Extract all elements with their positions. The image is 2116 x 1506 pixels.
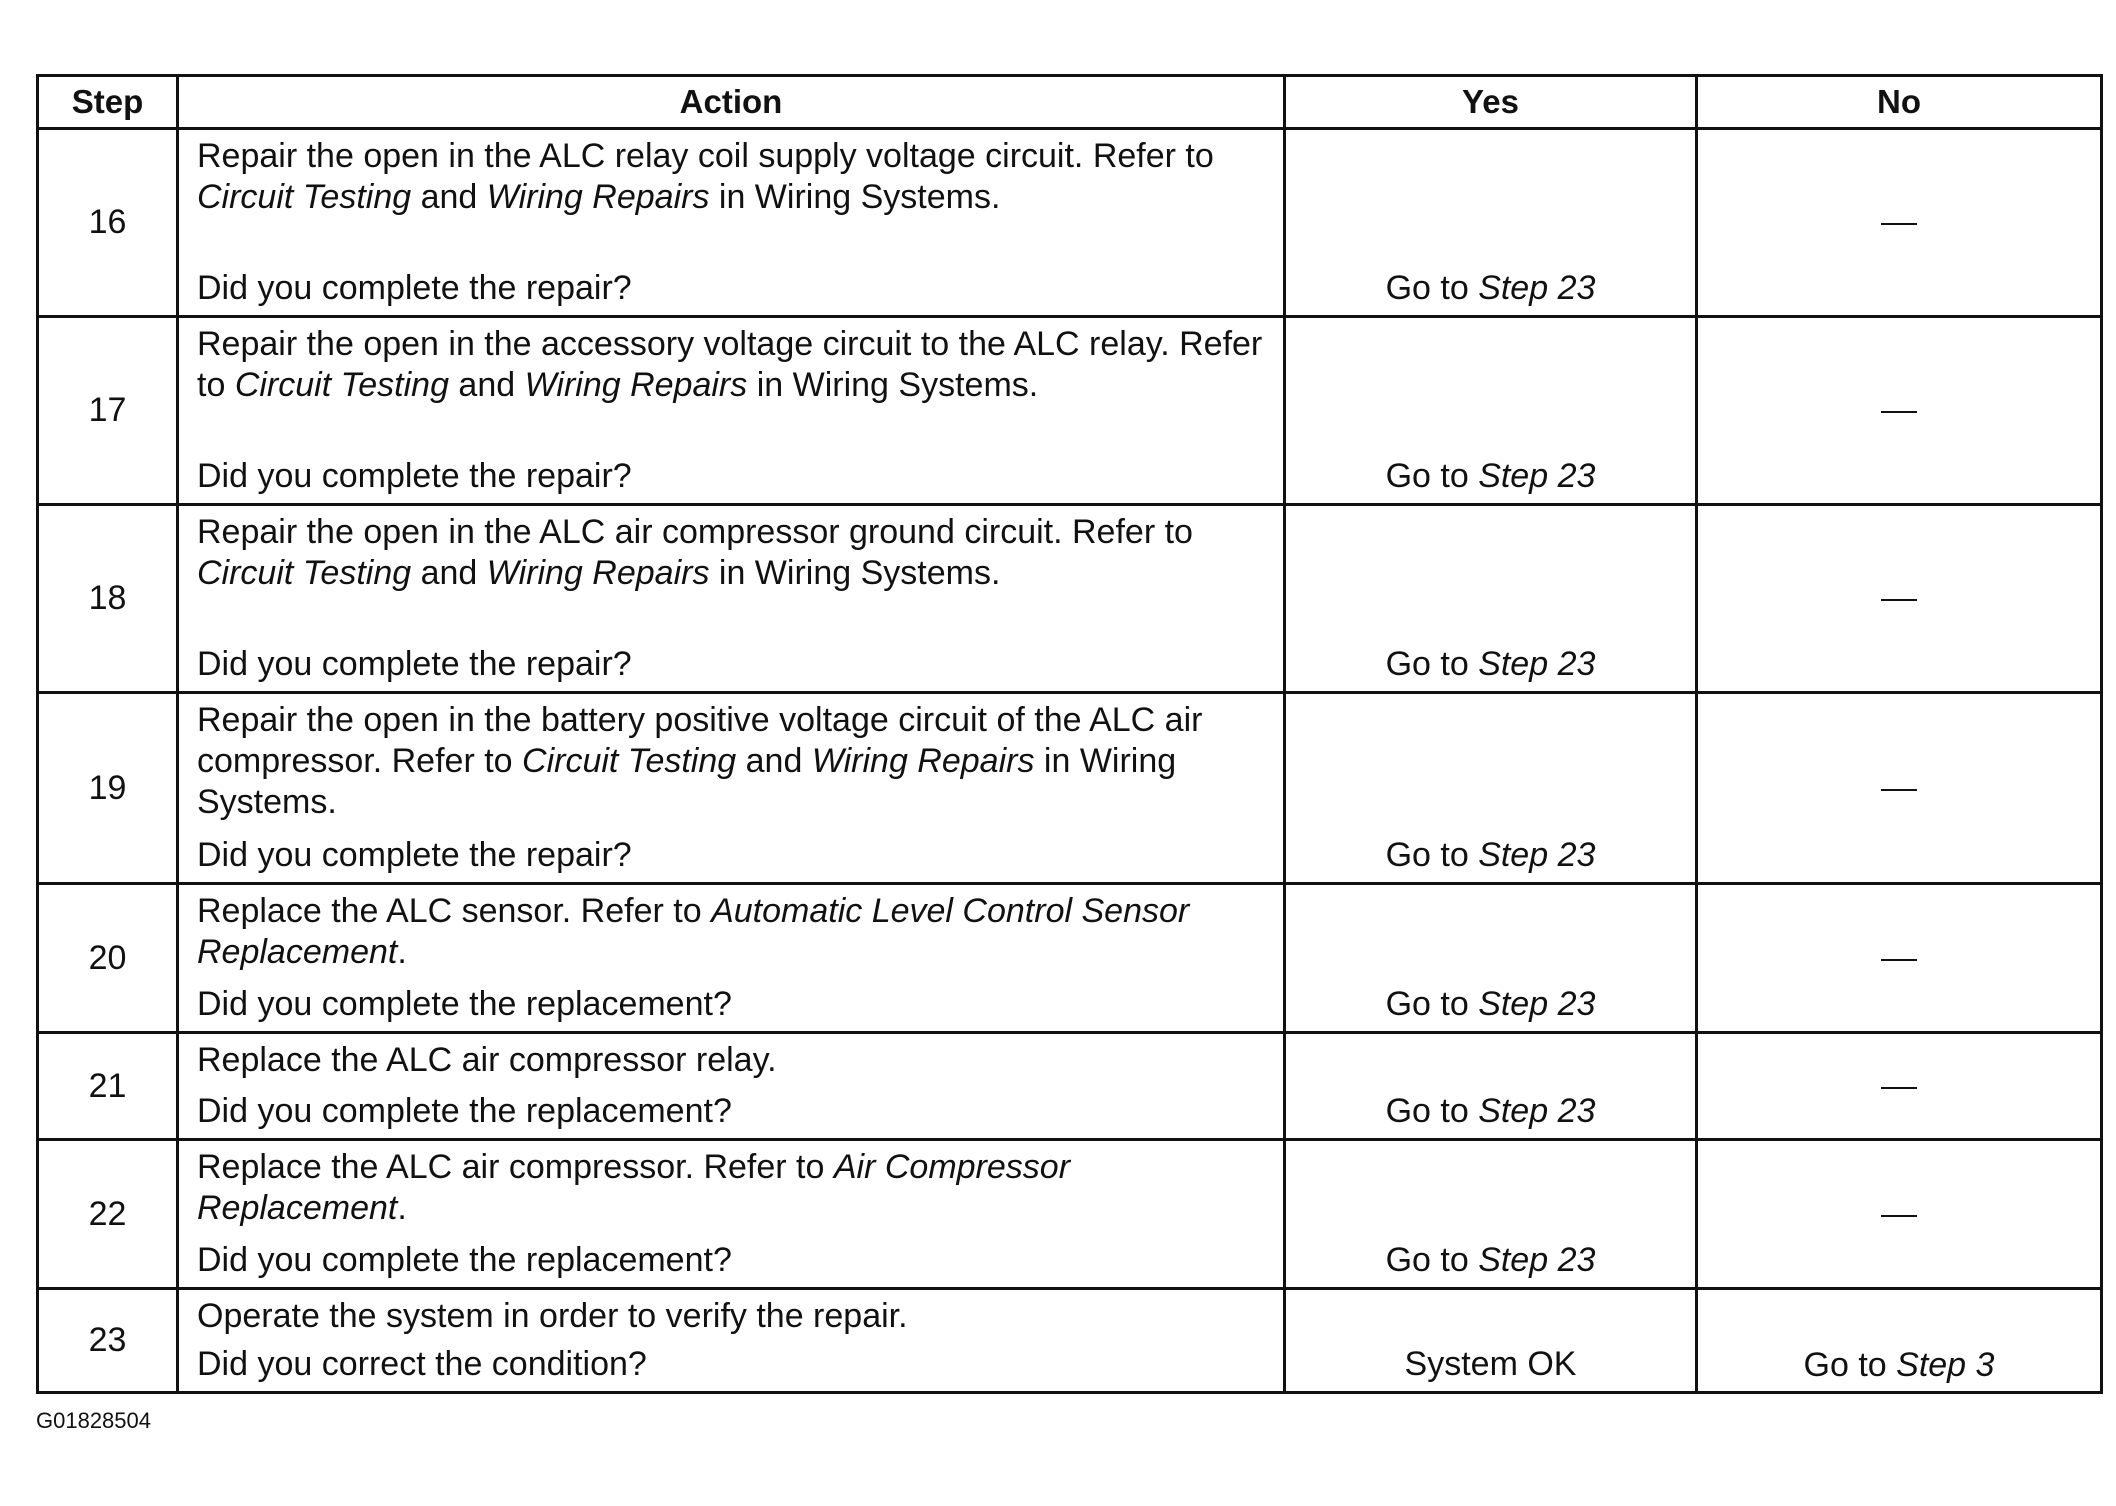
yes-text: Go to	[1385, 1092, 1479, 1130]
no-cell	[1697, 1033, 2102, 1140]
instruction-text: Replace the ALC air compressor. Refer to	[197, 1148, 834, 1186]
no-cell	[1697, 1140, 2102, 1289]
not-applicable-dash	[1881, 1087, 1917, 1089]
action-instruction	[197, 324, 1269, 406]
action-instruction	[197, 700, 1269, 823]
yes-step-reference: Step 23	[1478, 457, 1596, 495]
action-question: Did you complete the replacement?	[197, 1092, 732, 1130]
action-cell	[178, 129, 1285, 317]
table-row	[38, 317, 2102, 505]
header-action: Action	[178, 76, 1285, 129]
table-row	[38, 693, 2102, 884]
step-number: 16	[38, 129, 178, 317]
action-cell	[178, 884, 1285, 1033]
yes-cell	[1285, 505, 1697, 693]
yes-cell	[1285, 1289, 1697, 1393]
yes-step-reference: Step 23	[1478, 1092, 1596, 1130]
step-number: 23	[38, 1289, 178, 1393]
no-cell	[1697, 505, 2102, 693]
step-number: 22	[38, 1140, 178, 1289]
yes-cell	[1285, 884, 1697, 1033]
instruction-text: in Wiring Systems.	[709, 554, 1001, 592]
figure-id: G01828504	[36, 1408, 151, 1433]
yes-text: Go to	[1385, 457, 1479, 495]
action-question: Did you complete the repair?	[197, 836, 632, 874]
table-row	[38, 1140, 2102, 1289]
table-header-row	[38, 76, 2102, 129]
yes-cell	[1285, 693, 1697, 884]
instruction-text: and	[411, 178, 487, 216]
instruction-text: Replace the ALC air compressor relay.	[197, 1041, 777, 1079]
no-step-reference: Step 3	[1896, 1346, 1995, 1384]
yes-cell	[1285, 317, 1697, 505]
instruction-text: .	[397, 933, 407, 971]
action-cell	[178, 1289, 1285, 1393]
yes-text: System OK	[1404, 1345, 1577, 1383]
reference-link-text: Circuit Testing	[197, 178, 412, 216]
step-number: 21	[38, 1033, 178, 1140]
reference-link-text: Air Compressor Replacement	[197, 1148, 1071, 1227]
header-yes: Yes	[1285, 76, 1697, 129]
reference-link-text: Wiring Repairs	[524, 366, 748, 404]
step-number: 19	[38, 693, 178, 884]
instruction-text: and	[736, 742, 812, 780]
action-instruction	[197, 136, 1269, 218]
not-applicable-dash	[1881, 789, 1917, 791]
instruction-text: .	[397, 1189, 407, 1227]
step-number: 18	[38, 505, 178, 693]
yes-text: Go to	[1385, 985, 1479, 1023]
no-cell	[1697, 317, 2102, 505]
yes-step-reference: Step 23	[1478, 985, 1596, 1023]
action-cell	[178, 317, 1285, 505]
no-cell	[1697, 884, 2102, 1033]
action-instruction	[197, 1296, 1269, 1337]
action-cell	[178, 505, 1285, 693]
diagnostic-table	[36, 74, 2103, 1394]
action-question: Did you complete the repair?	[197, 645, 632, 683]
action-question: Did you correct the condition?	[197, 1345, 647, 1383]
table-row	[38, 129, 2102, 317]
action-instruction	[197, 1040, 1269, 1081]
instruction-text: in Wiring Systems.	[747, 366, 1039, 404]
instruction-text: Repair the open in the ALC relay coil supply voltage circuit. Refer to	[197, 137, 1214, 175]
instruction-text: Replace the ALC sensor. Refer to	[197, 892, 712, 930]
reference-link-text: Wiring Repairs	[811, 742, 1035, 780]
instruction-text: in Wiring Systems.	[709, 178, 1001, 216]
yes-step-reference: Step 23	[1478, 645, 1596, 683]
table-row	[38, 1033, 2102, 1140]
action-instruction	[197, 1147, 1269, 1229]
not-applicable-dash	[1881, 411, 1917, 413]
reference-link-text: Circuit Testing	[522, 742, 737, 780]
yes-step-reference: Step 23	[1478, 1241, 1596, 1279]
reference-link-text: Wiring Repairs	[486, 178, 710, 216]
no-text: Go to	[1803, 1346, 1897, 1384]
table-row	[38, 884, 2102, 1033]
not-applicable-dash	[1881, 1215, 1917, 1217]
no-cell	[1697, 693, 2102, 884]
reference-link-text: Circuit Testing	[234, 366, 449, 404]
not-applicable-dash	[1881, 599, 1917, 601]
instruction-text: in Wiring Systems.	[197, 742, 1177, 821]
step-number: 20	[38, 884, 178, 1033]
reference-link-text: Wiring Repairs	[486, 554, 710, 592]
yes-text: Go to	[1385, 645, 1479, 683]
yes-cell	[1285, 1033, 1697, 1140]
yes-step-reference: Step 23	[1478, 269, 1596, 307]
step-number: 17	[38, 317, 178, 505]
action-question: Did you complete the repair?	[197, 457, 632, 495]
instruction-text: Operate the system in order to verify the repair.	[197, 1297, 908, 1335]
action-question: Did you complete the replacement?	[197, 985, 732, 1023]
yes-step-reference: Step 23	[1478, 836, 1596, 874]
action-instruction	[197, 512, 1269, 594]
table-row	[38, 505, 2102, 693]
instruction-text: Repair the open in the accessory voltage circuit to the ALC relay. Refer to	[197, 325, 1263, 404]
action-instruction	[197, 891, 1269, 973]
reference-link-text: Automatic Level Control Sensor Replacement	[197, 892, 1190, 971]
action-cell	[178, 1140, 1285, 1289]
yes-text: Go to	[1385, 1241, 1479, 1279]
action-cell	[178, 693, 1285, 884]
no-cell	[1697, 1289, 2102, 1393]
reference-link-text: Circuit Testing	[197, 554, 412, 592]
yes-cell	[1285, 129, 1697, 317]
header-no: No	[1697, 76, 2102, 129]
table-body	[38, 129, 2102, 1393]
table-row	[38, 1289, 2102, 1393]
yes-text: Go to	[1385, 836, 1479, 874]
yes-text: Go to	[1385, 269, 1479, 307]
action-question: Did you complete the replacement?	[197, 1241, 732, 1279]
diagnostic-table-container	[36, 74, 2100, 1394]
instruction-text: and	[448, 366, 525, 404]
instruction-text: Repair the open in the ALC air compressor ground circuit. Refer to	[197, 513, 1193, 551]
yes-cell	[1285, 1140, 1697, 1289]
header-step: Step	[38, 76, 178, 129]
action-question: Did you complete the repair?	[197, 269, 632, 307]
not-applicable-dash	[1881, 223, 1917, 225]
no-cell	[1697, 129, 2102, 317]
instruction-text: Repair the open in the battery positive voltage circuit of the ALC air compressor. Refer to	[197, 701, 1203, 780]
instruction-text: and	[411, 554, 487, 592]
action-cell	[178, 1033, 1285, 1140]
not-applicable-dash	[1881, 959, 1917, 961]
